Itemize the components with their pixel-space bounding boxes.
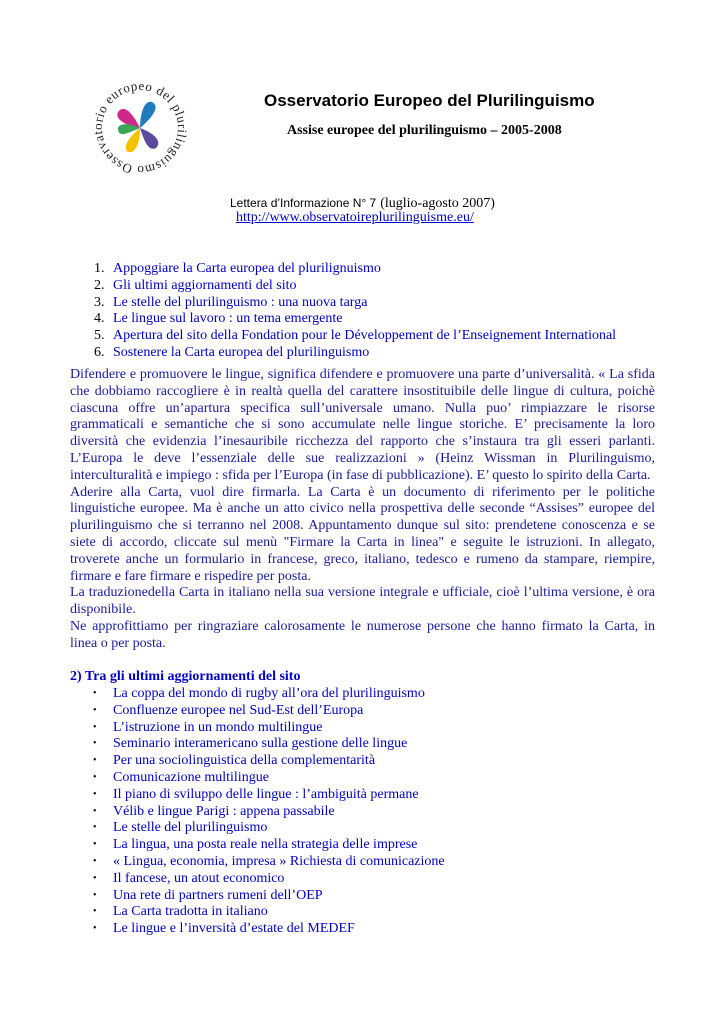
newsletter-date: (luglio-agosto 2007) xyxy=(380,196,495,211)
updates-list xyxy=(93,686,445,938)
toc-item-4[interactable]: 4. Le lingue sul lavoro : un tema emergente xyxy=(94,311,343,327)
update-item[interactable]: • L’istruzione in un mondo multilingue xyxy=(93,719,323,735)
update-item[interactable]: • Il fancese, un atout economico xyxy=(93,870,285,886)
page-subtitle: Assise europee del plurilinguismo – 2005-2008 xyxy=(287,123,562,138)
toc-item-3[interactable]: 3. Le stelle del plurilinguismo : una nuova targa xyxy=(94,294,368,310)
toc-item-6[interactable]: 6. Sostenere la Carta europea del plurilinguismo xyxy=(94,344,370,360)
logo-pinwheel-icon xyxy=(117,102,158,152)
update-item[interactable]: • Vélib e lingue Parigi : appena passabile xyxy=(93,803,335,819)
oep-logo xyxy=(88,76,192,180)
update-item[interactable]: • Comunicazione multilingue xyxy=(93,769,269,785)
update-item[interactable]: • La coppa del mondo di rugby all’ora del plurilinguismo xyxy=(93,686,425,701)
toc-item-5[interactable]: 5. Apertura del sito della Fondation pour le Développement de l’Enseignement International xyxy=(94,328,617,344)
toc-item-2[interactable]: 2. Gli ultimi aggiornamenti del sito xyxy=(94,277,297,293)
update-item[interactable]: • Confluenze europee nel Sud-Est dell’Europa xyxy=(93,702,364,718)
table-of-contents xyxy=(94,261,616,362)
update-item[interactable]: • Una rete di partners rumeni dell’OEP xyxy=(93,887,323,903)
update-item[interactable]: • Per una sociolinguistica della complementarità xyxy=(93,753,376,769)
paragraph-2: Aderire alla Carta, vuol dire firmarla. La Carta è un documento di riferimento per le politiche linguistiche europee. Ma è anche un atto civico nella prospettiva delle seconde “Assises” europee del plurilinguismo che si terranno nel 2008. Appuntamento dunque sul sito: prendetene conoscenza e se siete di accordo, cliccate sul menù "Firmare la Carta in linea" e seguite le istruzioni. In allegato, troverete anche un formulario in francese, greco, italiano, tedesco e rumeno da stampare, riempire, firmare e fare firmare e rispedire per posta. xyxy=(70,484,655,584)
update-item[interactable]: • Le lingue e l’inversità d’estate del MEDEF xyxy=(93,921,355,937)
paragraph-4: Ne approfittiamo per ringraziare calorosamente le numerose persone che hanno firmato la Carta, in linea o per posta. xyxy=(70,618,655,651)
update-item[interactable]: • Il piano di sviluppo delle lingue : l’ambiguità permane xyxy=(93,786,419,802)
site-url-link[interactable]: http://www.observatoireplurilinguisme.eu/ xyxy=(236,210,474,225)
paragraph-3: La traduzionedella Carta in italiano nella sua versione integrale e ufficiale, cioè l’ultima versione, è ora disponibile. xyxy=(70,585,655,618)
update-item[interactable]: • « Lingua, economia, impresa » Richiesta di comunicazione xyxy=(93,853,445,869)
paragraph-1: Difendere e promuovere le lingue, significa difendere e promuovere una parte d’universalità. « La sfida che dobbiamo raccogliere è in realtà quella del carattere insostituibile delle lingue di cultura, poichè ciascuna offre un’apartura specifica sull’universale umano. Nulla puo’ rimpiazzare le risorse grammaticali e semantiche che si sono accumulate nelle lingue storiche. E’ precisamente la loro diversità che evidenzia l’inesauribile ricchezza del rapporto che s’instaura tra gli esseri parlanti. L’Europa le deve l’essenziale delle sue realizzazioni » (Heinz Wissman in Plurilinguismo, interculturalità e impiego : sfida per l’Europa (in fase di pubblicazione). E’ questo lo spirito della Carta. xyxy=(70,367,655,483)
body-text xyxy=(70,367,655,653)
toc-item-1[interactable]: 1. Appoggiare la Carta europea del plurilignuismo xyxy=(94,261,381,276)
page-title: Osservatorio Europeo del Plurilinguismo xyxy=(264,91,595,110)
update-item[interactable]: • Le stelle del plurilinguismo xyxy=(93,820,268,836)
section-heading-updates: 2) Tra gli ultimi aggiornamenti del sito xyxy=(70,669,301,684)
newsletter-label: Lettera d’Informazione N° 7 xyxy=(230,196,377,210)
logo-ring-text: Osservatorio europeo del plurilinguismo xyxy=(89,77,191,179)
update-item[interactable]: • La Carta tradotta in italiano xyxy=(93,904,268,920)
update-item[interactable]: • La lingua, una posta reale nella strategia delle imprese xyxy=(93,837,418,853)
update-item[interactable]: • Seminario interamericano sulla gestione delle lingue xyxy=(93,736,408,752)
